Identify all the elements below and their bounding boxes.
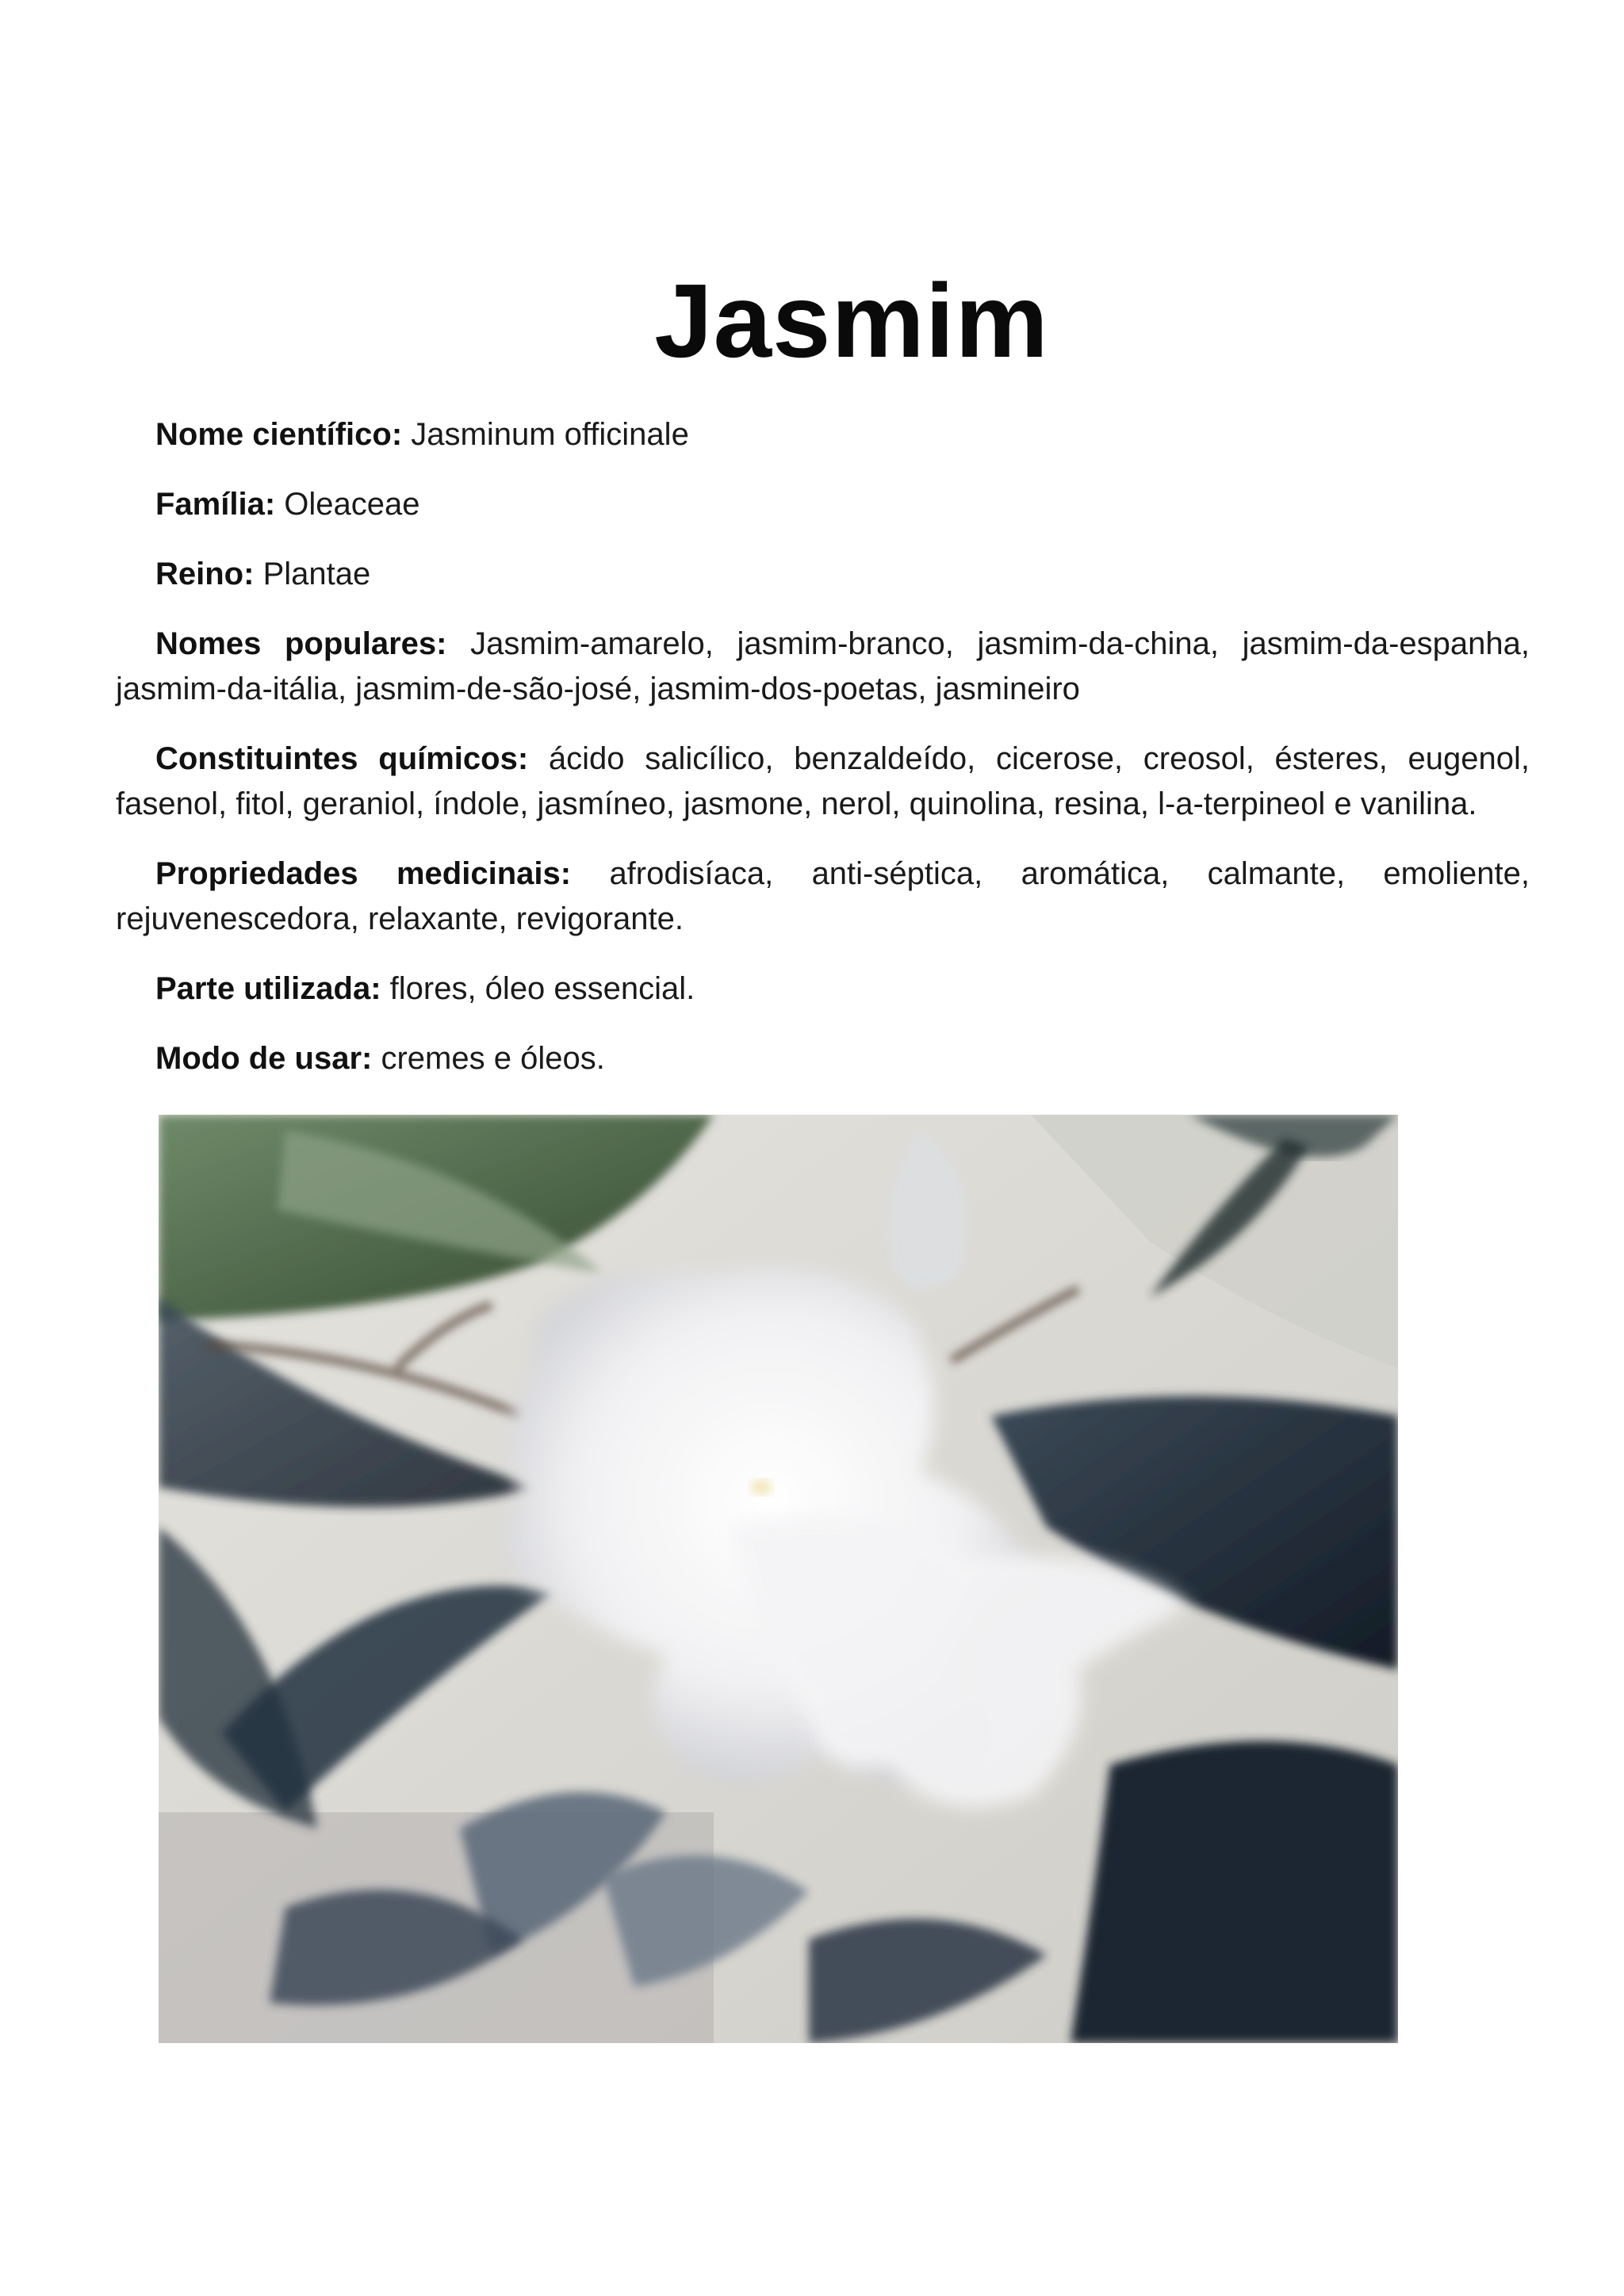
field-family	[116, 482, 1530, 527]
field-value: ácido salicílico, benzaldeído, cicerose, creosol, ésteres, eugenol, fasenol, fitol, geraniol, índole, jasmíneo, jasmone, nerol, quinolina, resina, l-a-terpineol e vanilina.	[116, 741, 1530, 821]
field-popular-names	[116, 622, 1530, 712]
field-part-used	[116, 966, 1530, 1012]
field-value: cremes e óleos.	[381, 1041, 605, 1076]
field-label: Parte utilizada:	[155, 971, 381, 1006]
field-usage	[116, 1036, 1530, 1081]
field-medicinal-properties	[116, 851, 1530, 942]
field-chemical-constituents	[116, 737, 1530, 827]
field-value: flores, óleo essencial.	[389, 971, 695, 1006]
field-value: Oleaceae	[284, 487, 420, 522]
field-value: Plantae	[262, 557, 371, 591]
field-value: Jasmim-amarelo, jasmim-branco, jasmim-da-china, jasmim-da-espanha, jasmim-da-itália, jasmim-de-são-josé, jasmim-dos-poetas, jasmineiro	[116, 626, 1530, 706]
field-value: Jasminum officinale	[411, 417, 689, 452]
field-kingdom	[116, 552, 1530, 597]
field-value: afrodisíaca, anti-séptica, aromática, calmante, emoliente, rejuvenescedora, relaxante, revigorante.	[116, 856, 1530, 936]
jasmine-photo	[159, 1115, 1398, 2043]
jasmine-photo-illustration	[159, 1115, 1398, 2043]
field-scientific-name	[116, 412, 1530, 457]
field-label: Nome científico:	[155, 417, 403, 452]
page-title: Jasmim	[654, 262, 1049, 379]
field-label: Família:	[155, 487, 276, 522]
field-label: Propriedades medicinais:	[155, 856, 572, 891]
flower-center	[750, 1479, 772, 1495]
field-label: Constituintes químicos:	[155, 741, 529, 776]
field-label: Nomes populares:	[155, 626, 447, 661]
plant-info	[116, 412, 1530, 1106]
field-label: Reino:	[155, 557, 255, 591]
field-label: Modo de usar:	[155, 1041, 373, 1076]
